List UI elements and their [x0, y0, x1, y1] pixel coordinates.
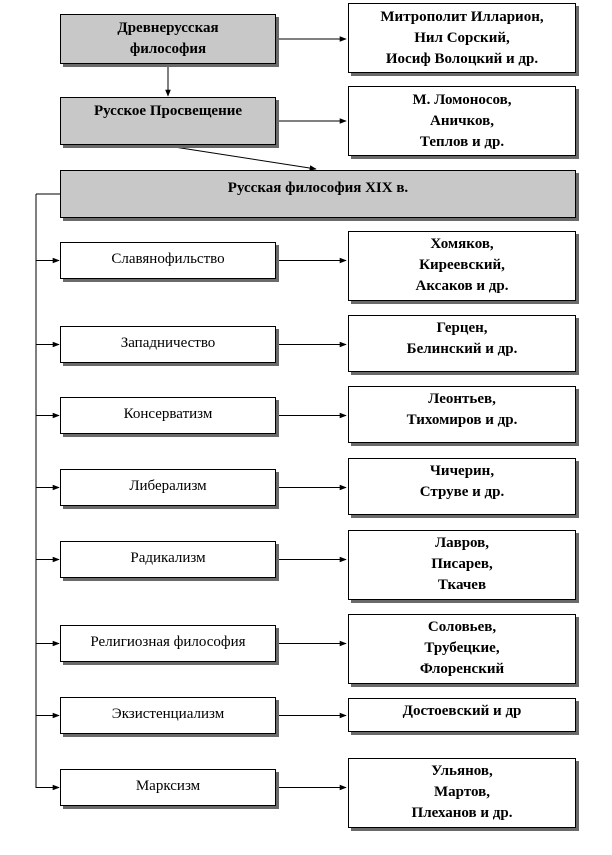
radicalism-box	[60, 541, 276, 578]
marxism-label: Марксизм	[135, 778, 201, 794]
westernism-people-box	[348, 315, 576, 372]
radicalism-person-1: Лавров,	[434, 535, 490, 551]
liberalism-person-2: Струве и др.	[419, 484, 505, 500]
radicalism-people-box	[348, 530, 576, 600]
existentialism-box	[60, 697, 276, 734]
conservatism-label: Консерватизм	[123, 406, 213, 422]
slavophilism-label: Славянофильство	[111, 251, 225, 267]
ancient-person-1: Митрополит Илларион,	[380, 8, 544, 25]
religious-philosophy-box	[60, 625, 276, 662]
westernism-person-2: Белинский и др.	[406, 341, 518, 357]
existentialism-person-1: Достоевский и др	[402, 703, 522, 719]
westernism-box	[60, 326, 276, 363]
slavophilism-people-box	[348, 231, 576, 301]
slavophilism-box	[60, 242, 276, 279]
ancient-russian-philosophy-box	[60, 14, 276, 64]
ancient-people-box	[348, 3, 576, 73]
slavophilism-person-3: Аксаков и др.	[415, 278, 509, 294]
enlightenment-person-1: М. Ломоносов,	[412, 91, 512, 108]
religious-philosophy-people-box	[348, 614, 576, 684]
enlightenment-to-main-arrow	[168, 146, 316, 169]
radicalism-person-3: Ткачев	[437, 577, 487, 593]
enlightenment-people-box	[348, 86, 576, 156]
religious-philosophy-label: Религиозная философия	[90, 634, 246, 650]
ancient-label-line1: Древнерусская	[117, 20, 219, 36]
ancient-person-3: Иосиф Волоцкий и др.	[385, 50, 539, 67]
marxism-person-2: Мартов,	[434, 784, 490, 800]
enlightenment-label: Русское Просвещение	[93, 103, 243, 119]
marxism-person-3: Плеханов и др.	[411, 805, 513, 821]
russian-enlightenment-box	[60, 97, 276, 145]
conservatism-person-1: Леонтьев,	[428, 391, 496, 407]
enlightenment-person-2: Аничков,	[430, 112, 494, 129]
existentialism-label: Экзистенциализм	[111, 706, 225, 722]
westernism-person-1: Герцен,	[436, 320, 488, 336]
religious-philosophy-person-1: Соловьев,	[427, 619, 497, 635]
main-label: Русская философия XIX в.	[227, 180, 409, 196]
radicalism-label: Радикализм	[130, 550, 206, 566]
ancient-label-line2: философия	[129, 41, 207, 57]
slavophilism-person-1: Хомяков,	[430, 236, 494, 252]
conservatism-person-2: Тихомиров и др.	[406, 412, 518, 428]
enlightenment-person-3: Теплов и др.	[419, 133, 505, 150]
liberalism-people-box	[348, 458, 576, 515]
radicalism-person-2: Писарев,	[431, 556, 493, 572]
existentialism-people-box	[348, 698, 576, 732]
liberalism-label: Либерализм	[129, 478, 207, 494]
conservatism-people-box	[348, 386, 576, 443]
liberalism-box	[60, 469, 276, 506]
slavophilism-person-2: Киреевский,	[419, 257, 505, 273]
religious-philosophy-person-3: Флоренский	[419, 661, 505, 677]
marxism-people-box	[348, 758, 576, 828]
marxism-box	[60, 769, 276, 806]
marxism-person-1: Ульянов,	[431, 763, 493, 779]
liberalism-person-1: Чичерин,	[429, 463, 495, 479]
russian-philosophy-19c-box	[60, 170, 576, 218]
westernism-label: Западничество	[120, 335, 216, 351]
religious-philosophy-person-2: Трубецкие,	[424, 640, 500, 656]
conservatism-box	[60, 397, 276, 434]
ancient-person-2: Нил Сорский,	[414, 29, 510, 46]
